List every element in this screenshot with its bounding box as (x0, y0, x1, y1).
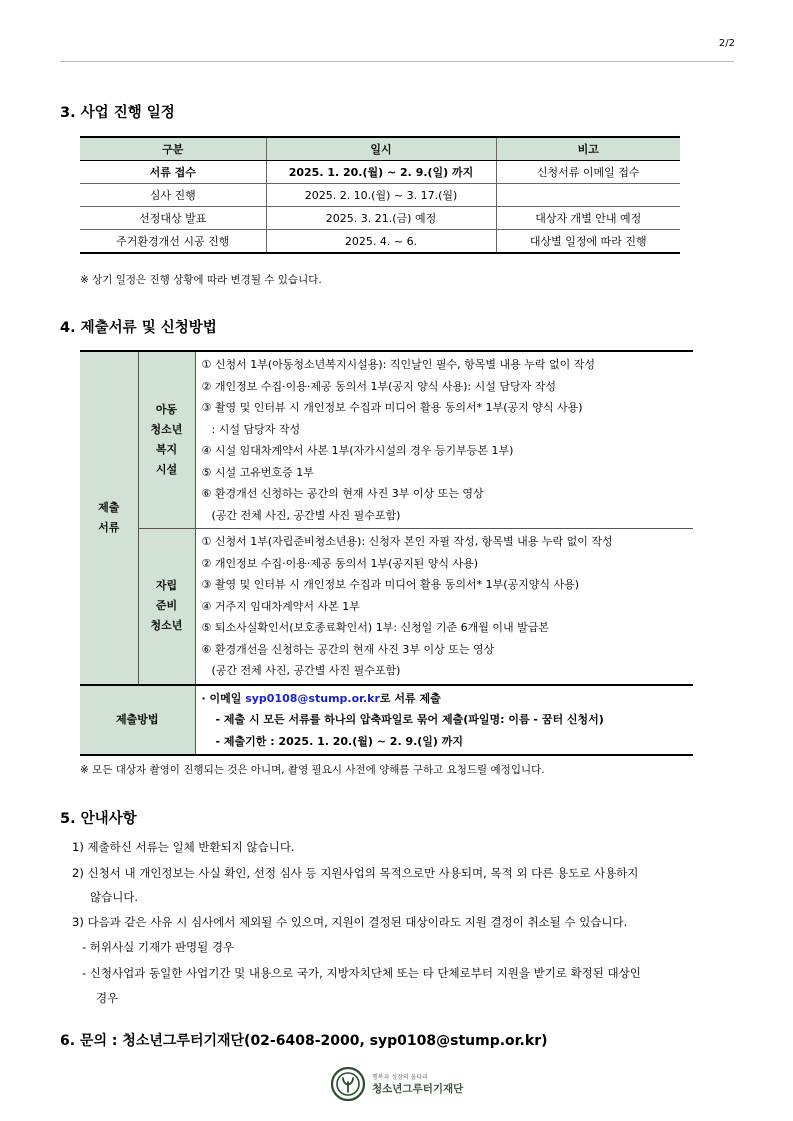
notice-line3-sub2b: 경우 (96, 991, 119, 1005)
group2-items (195, 529, 693, 685)
list-item: : 시설 담당자 작성 (211, 422, 301, 436)
group1-label-line: 아동 (155, 403, 178, 416)
schedule-header-row (80, 137, 680, 161)
row-note: 대상별 일정에 따라 진행 (496, 230, 680, 254)
section6-heading: 6. 문의 : 청소년그루터기재단(02-6408-2000, syp0108@stump.or.kr) (60, 1033, 548, 1049)
list-item: ① 신청서 1부(아동청소년복지시설용): 직인날인 필수, 항목별 내용 누락 없이 작성 (201, 358, 596, 371)
row-note: 대상자 개별 안내 예정 (496, 207, 680, 230)
docs-label-line2: 서류 (98, 520, 120, 534)
row-note (496, 184, 680, 207)
list-item: ⑥ 환경개선 신청하는 공간의 현재 사진 3부 이상 또는 영상 (201, 487, 484, 500)
list-item: ③ 촬영 및 인터뷰 시 개인정보 수집과 미디어 활용 동의서* 1부(공지 양식 사용) (201, 401, 583, 414)
group2-label (138, 529, 195, 685)
list-item: ② 개인정보 수집·이용·제공 동의서 1부(공지된 양식 사용) (201, 556, 479, 570)
page-number: 2/2 (718, 38, 735, 49)
documents-footnote: ※ 모든 대상자 촬영이 진행되는 것은 아니며, 촬영 필요시 사전에 양해를 구하고 요청드릴 예정입니다. (80, 764, 545, 776)
row-date: 2025. 2. 10.(월) ~ 3. 17.(월) (266, 184, 496, 207)
list-item: ④ 시설 임대차계약서 사본 1부(자가시설의 경우 등기부등본 1부) (201, 444, 514, 457)
group2-row (80, 529, 693, 685)
schedule-footnote: ※ 상기 일정은 진행 상황에 따라 변경될 수 있습니다. (80, 274, 322, 286)
notice-line3-sub2a: - 신청사업과 동일한 사업기간 및 내용으로 국가, 지방자치단체 또는 타 단체로부터 지원을 받기로 확정된 대상인 (82, 966, 641, 980)
documents-table (80, 350, 693, 756)
row-date: 2025. 4. ~ 6. (266, 230, 496, 254)
row-note: 신청서류 이메일 접수 (496, 161, 680, 184)
table-row (80, 184, 680, 207)
list-item: ⑤ 시설 고유번호증 1부 (201, 465, 314, 479)
group2-label-line: 준비 (155, 599, 178, 613)
list-item: (공간 전체 사진, 공간별 사진 필수포함) (211, 664, 401, 677)
row-category: 서류 접수 (80, 161, 266, 184)
method-suffix: 로 서류 제출 (379, 691, 441, 705)
notice-line3-sub1: - 허위사실 기재가 판명될 경우 (82, 940, 235, 954)
notice-line1: 1) 제출하신 서류는 일체 반환되지 않습니다. (72, 840, 295, 854)
section3-heading: 3. 사업 진행 일정 (60, 105, 175, 121)
row-category: 선정대상 발표 (80, 207, 266, 230)
schedule-table (80, 136, 680, 254)
notice-line2b: 않습니다. (90, 890, 139, 904)
method-line2: - 제출 시 모든 서류를 하나의 압축파일로 묶어 제출(파일명: 이름 - 꿈터 신청서) (215, 713, 604, 726)
table-row (80, 207, 680, 230)
method-line3: - 제출기한 : 2025. 1. 20.(월) ~ 2. 9.(일) 까지 (215, 734, 464, 748)
group2-label-line: 자립 (155, 579, 178, 593)
method-items (195, 685, 693, 756)
method-row (80, 685, 693, 756)
list-item: ③ 촬영 및 인터뷰 시 개인정보 수집과 미디어 활용 동의서* 1부(공지양식 사용) (201, 578, 580, 591)
row-category: 심사 진행 (80, 184, 266, 207)
header-date: 일시 (266, 137, 496, 161)
logo-tagline: 행복과 성장의 울타리 (372, 1074, 428, 1081)
method-email-link[interactable]: syp0108@stump.or.kr (245, 691, 380, 705)
row-category: 주거환경개선 시공 진행 (80, 230, 266, 254)
docs-label (80, 351, 138, 685)
list-item: ⑥ 환경개선을 신청하는 공간의 현재 사진 3부 이상 또는 영상 (201, 642, 495, 656)
notice-line3: 3) 다음과 같은 사유 시 심사에서 제외될 수 있으며, 지원이 결정된 대상이라도 지원 결정이 취소될 수 있습니다. (72, 915, 628, 929)
group1-label-line: 시설 (155, 463, 178, 476)
group1-row (80, 351, 693, 529)
section5-heading: 5. 안내사항 (60, 811, 137, 827)
group1-label-line: 청소년 (150, 423, 183, 436)
method-line1 (202, 688, 690, 710)
table-row (80, 161, 680, 184)
header-divider (60, 61, 734, 62)
list-item: ② 개인정보 수집·이용·제공 동의서 1부(공지 양식 사용): 시설 담당자 작성 (201, 379, 557, 393)
group1-label (138, 351, 195, 529)
tree-stump-logo-icon (330, 1066, 366, 1102)
docs-label-line1: 제출 (98, 500, 120, 514)
logo-name: 청소년그루터기재단 (372, 1083, 464, 1095)
group1-items (195, 351, 693, 529)
row-date: 2025. 1. 20.(월) ~ 2. 9.(일) 까지 (266, 161, 496, 184)
foundation-logo (330, 1066, 463, 1102)
group2-label-line: 청소년 (150, 619, 183, 633)
list-item: ④ 거주지 임대차계약서 사본 1부 (201, 599, 360, 613)
row-date: 2025. 3. 21.(금) 예정 (266, 207, 496, 230)
list-item: ⑤ 퇴소사실확인서(보호종료확인서) 1부: 신청일 기준 6개월 이내 발급본 (201, 621, 550, 634)
table-row (80, 230, 680, 254)
method-prefix: · 이메일 (201, 691, 246, 705)
method-label: 제출방법 (80, 685, 195, 756)
header-category: 구분 (80, 137, 266, 161)
notice-line2a: 2) 신청서 내 개인정보는 사실 확인, 선정 심사 등 지원사업의 목적으로만 사용되며, 목적 외 다른 용도로 사용하지 (72, 866, 639, 880)
list-item: (공간 전체 사진, 공간별 사진 필수포함) (211, 508, 401, 522)
list-item: ① 신청서 1부(자립준비청소년용): 신청자 본인 자필 작성, 항목별 내용 누락 없이 작성 (201, 535, 613, 548)
header-note: 비고 (496, 137, 680, 161)
section4-heading: 4. 제출서류 및 신청방법 (60, 320, 217, 336)
group1-label-line: 복지 (155, 443, 178, 456)
logo-text (372, 1072, 463, 1096)
